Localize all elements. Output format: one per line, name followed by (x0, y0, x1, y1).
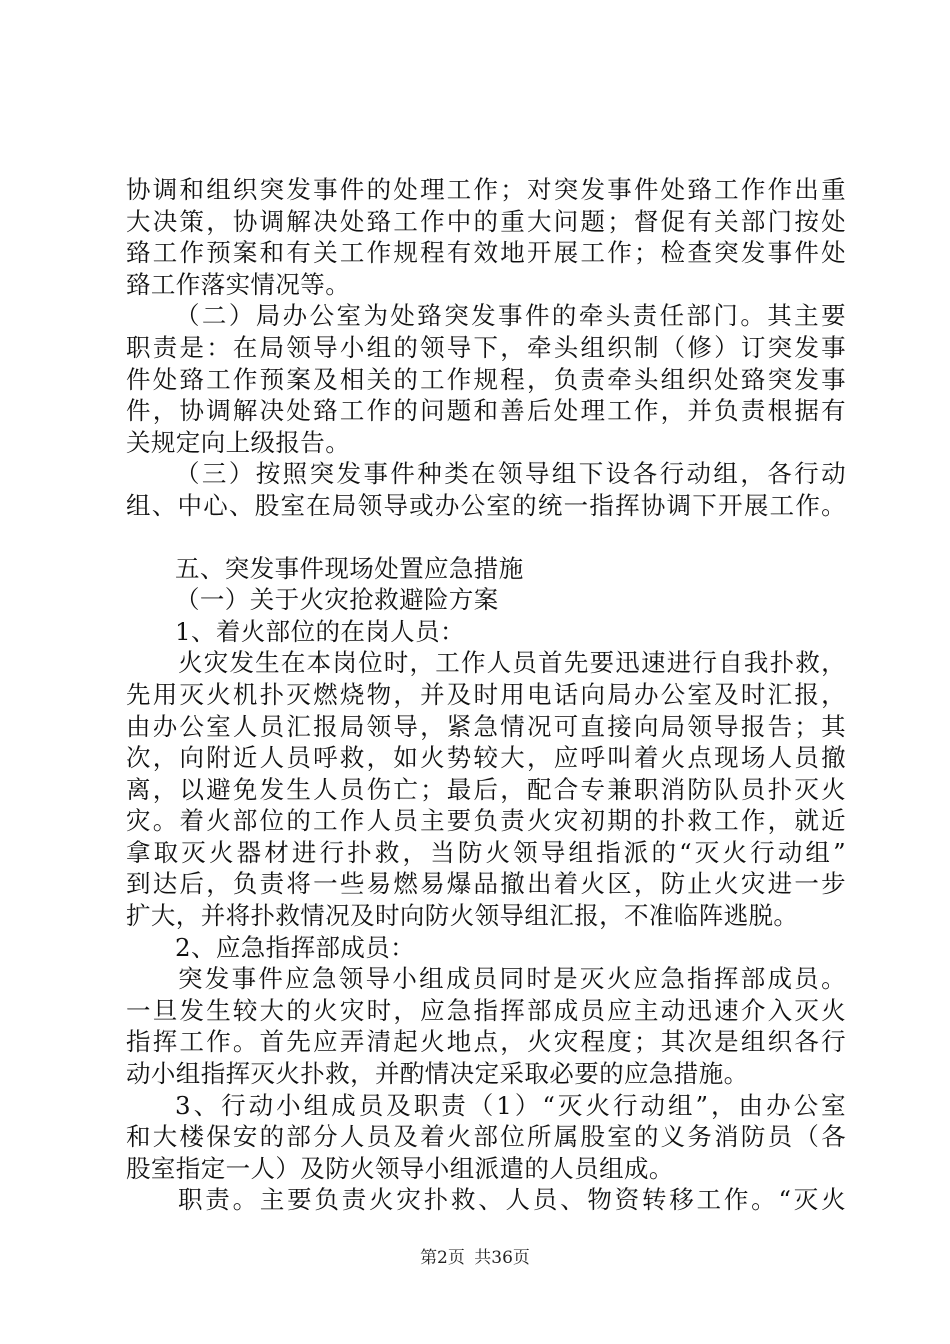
text-line: 股室指定一人）及防火领导小组派遣的人员组成。 (126, 1153, 674, 1183)
text-line: 和大楼保安的部分人员及着火部位所属股室的义务消防员（各 (126, 1122, 846, 1152)
item-heading: 2、应急指挥部成员： (175, 932, 416, 962)
text-line: 臵工作预案和有关工作规程有效地开展工作；检查突发事件处 (126, 238, 846, 268)
text-line: 件处臵工作预案及相关的工作规程，负责牵头组织处臵突发事 (126, 364, 846, 394)
text-line: 臵工作落实情况等。 (126, 269, 351, 299)
text-line: 到达后，负责将一些易燃易爆品撤出着火区，防止火灾进一步 (126, 869, 846, 899)
text-line: 次，向附近人员呼救，如火势较大，应呼叫着火点现场人员撤 (126, 743, 846, 773)
text-line: 由办公室人员汇报局领导，紧急情况可直接向局领导报告；其 (126, 711, 846, 741)
page-footer (0, 1243, 950, 1268)
page-total: 共36页 (474, 1248, 530, 1268)
text-line: 灾。着火部位的工作人员主要负责火灾初期的扑救工作，就近 (126, 806, 846, 836)
section-heading: 五、突发事件现场处置应急措施 (175, 553, 524, 583)
document-body (126, 174, 846, 1216)
text-line: 一旦发生较大的火灾时，应急指挥部成员应主动迅速介入灭火 (126, 995, 846, 1025)
text-line: 关规定向上级报告。 (126, 427, 351, 457)
item-heading: 1、着火部位的在岗人员： (175, 616, 465, 646)
text-line: 拿取灭火器材进行扑救，当防火领导组指派的“灭火行动组” (126, 837, 846, 867)
text-line: 扩大，并将扑救情况及时向防火领导组汇报，不准临阵逃脱。 (126, 901, 799, 931)
text-line: （三）按照突发事件种类在领导组下设各行动组，各行动 (175, 459, 846, 489)
page-number: 第2页 (420, 1248, 465, 1268)
paragraph-office-duties (126, 300, 846, 458)
text-line: 3、行动小组成员及职责（1）“灭火行动组”，由办公室 (175, 1090, 846, 1120)
paragraph-action-team (126, 1090, 846, 1185)
text-line: （二）局办公室为处臵突发事件的牵头责任部门。其主要 (175, 301, 846, 331)
paragraph-leadership-duties (126, 174, 846, 300)
text-line: 先用灭火机扑灭燃烧物，并及时用电话向局办公室及时汇报， (126, 679, 846, 709)
text-line: 指挥工作。首先应弄清起火地点，火灾程度；其次是组织各行 (126, 1027, 846, 1057)
text-line: 动小组指挥灭火扑救，并酌情决定采取必要的应急措施。 (126, 1059, 749, 1089)
paragraph-action-groups (126, 458, 846, 521)
paragraph-gap (126, 522, 846, 553)
text-line: 离，以避免发生人员伤亡；最后，配合专兼职消防队员扑灭火 (126, 774, 846, 804)
subsection-heading: （一）关于火灾抢救避险方案 (175, 585, 499, 615)
text-line: 协调和组织突发事件的处理工作；对突发事件处臵工作作出重 (126, 175, 846, 204)
text-line: 大决策，协调解决处臵工作中的重大问题；督促有关部门按处 (126, 206, 846, 236)
paragraph-onsite-staff (126, 647, 846, 931)
text-line: 火灾发生在本岗位时，工作人员首先要迅速进行自我扑救， (178, 648, 846, 678)
text-line: 突发事件应急领导小组成员同时是灭火应急指挥部成员。 (178, 964, 846, 994)
paragraph-command-members (126, 963, 846, 1089)
text-line: 组、中心、股室在局领导或办公室的统一指挥协调下开展工作。 (126, 490, 846, 520)
text-line: 职责。主要负责火灾扑救、人员、物资转移工作。“灭火 (178, 1185, 846, 1215)
text-line: 职责是：在局领导小组的领导下，牵头组织制（修）订突发事 (126, 332, 846, 362)
paragraph-team-duties (126, 1184, 846, 1216)
text-line: 件，协调解决处臵工作的问题和善后处理工作，并负责根据有 (126, 396, 846, 426)
